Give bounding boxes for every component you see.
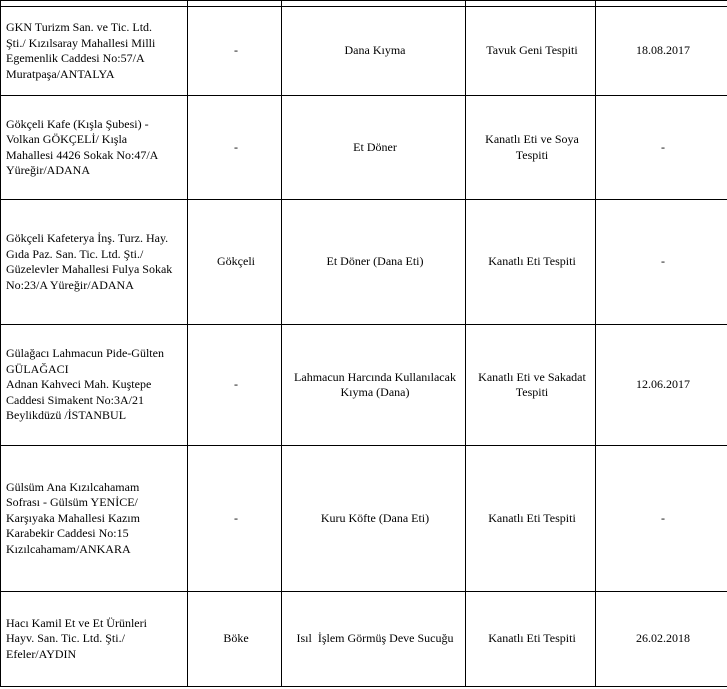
firm-line: Kızılcahamam/ANKARA bbox=[6, 541, 131, 556]
finding-cell: Kanatlı Eti ve Soya Tespiti bbox=[466, 96, 596, 200]
finding-cell: Tavuk Geni Tespiti bbox=[466, 7, 596, 96]
table-row bbox=[1, 592, 727, 687]
brand-cell: - bbox=[188, 325, 282, 446]
firm-line: Gülsüm Ana Kızılcahamam bbox=[6, 479, 140, 494]
table-row bbox=[1, 325, 727, 446]
firm-line: Caddesi Simakent No:3A/21 bbox=[6, 392, 144, 407]
table-row bbox=[1, 200, 727, 325]
date-cell: - bbox=[596, 96, 727, 200]
firm-line: Güzelevler Mahallesi Fulya Sokak bbox=[6, 262, 173, 276]
product-cell: Dana Kıyma bbox=[282, 7, 466, 96]
firm-line: Sofrası - Gülsüm YENİCE/ bbox=[6, 495, 138, 510]
firm-line: Mahallesi 4426 Sokak No:47/A bbox=[6, 147, 159, 162]
brand-cell: Böke bbox=[188, 592, 282, 687]
product-cell: Et Döner (Dana Eti) bbox=[282, 200, 466, 325]
table-row bbox=[1, 446, 727, 592]
firm-cell bbox=[1, 592, 188, 687]
brand-cell: - bbox=[188, 96, 282, 200]
firm-line: Muratpaşa/ANTALYA bbox=[6, 66, 115, 81]
firm-line: Adnan Kahveci Mah. Kuştepe bbox=[6, 377, 152, 392]
finding-cell: Kanatlı Eti Tespiti bbox=[466, 446, 596, 592]
firm-line: Volkan GÖKÇELİ/ Kışla bbox=[6, 132, 128, 146]
product-cell: Kuru Köfte (Dana Eti) bbox=[282, 446, 466, 592]
firm-line: Efeler/AYDIN bbox=[6, 646, 77, 661]
product-cell: Isıl İşlem Görmüş Deve Sucuğu bbox=[282, 592, 466, 687]
finding-cell: Kanatlı Eti ve Sakadat Tespiti bbox=[466, 325, 596, 446]
firm-line: Gökçeli Kafeterya İnş. Turz. Hay. bbox=[6, 231, 169, 245]
table-row bbox=[1, 96, 727, 200]
table-row bbox=[1, 7, 727, 96]
firm-line: Karşıyaka Mahallesi Kazım bbox=[6, 510, 140, 525]
firm-line: Egemenlik Caddesi No:57/A bbox=[6, 51, 145, 65]
finding-cell: Kanatlı Eti Tespiti bbox=[466, 592, 596, 687]
firm-line: Karabekir Caddesi No:15 bbox=[6, 526, 129, 541]
firm-line: Şti./ Kızılsaray Mahallesi Milli bbox=[6, 35, 156, 50]
firm-line: Hayv. San. Tic. Ltd. Şti./ bbox=[6, 631, 125, 646]
date-cell: 26.02.2018 bbox=[596, 592, 727, 687]
product-cell: Lahmacun Harcında Kullanılacak Kıyma (Dana) bbox=[282, 325, 466, 446]
firm-line: No:23/A Yüreğir/ADANA bbox=[6, 277, 134, 292]
firm-line: Gıda Paz. San. Tic. Ltd. Şti./ bbox=[6, 246, 144, 261]
brand-cell: - bbox=[188, 7, 282, 96]
firm-cell bbox=[1, 325, 188, 446]
date-cell: - bbox=[596, 200, 727, 325]
date-cell: 12.06.2017 bbox=[596, 325, 727, 446]
finding-cell: Kanatlı Eti Tespiti bbox=[466, 200, 596, 325]
firm-cell bbox=[1, 446, 188, 592]
firm-line: GÜLAĞACI bbox=[6, 361, 69, 376]
firm-line: Gökçeli Kafe (Kışla Şubesi) - bbox=[6, 116, 149, 131]
firm-cell bbox=[1, 96, 188, 200]
firm-line: Yüreğir/ADANA bbox=[6, 163, 90, 177]
date-cell: 18.08.2017 bbox=[596, 7, 727, 96]
product-cell: Et Döner bbox=[282, 96, 466, 200]
firm-cell bbox=[1, 7, 188, 96]
firm-line: Beylikdüzü /İSTANBUL bbox=[6, 408, 127, 423]
brand-cell: - bbox=[188, 446, 282, 592]
brand-cell: Gökçeli bbox=[188, 200, 282, 325]
firm-cell bbox=[1, 200, 188, 325]
firm-line: Hacı Kamil Et ve Et Ürünleri bbox=[6, 615, 147, 630]
firm-line: GKN Turizm San. ve Tic. Ltd. bbox=[6, 20, 153, 34]
date-cell: - bbox=[596, 446, 727, 592]
firm-line: Gülağacı Lahmacun Pide-Gülten bbox=[6, 346, 164, 361]
